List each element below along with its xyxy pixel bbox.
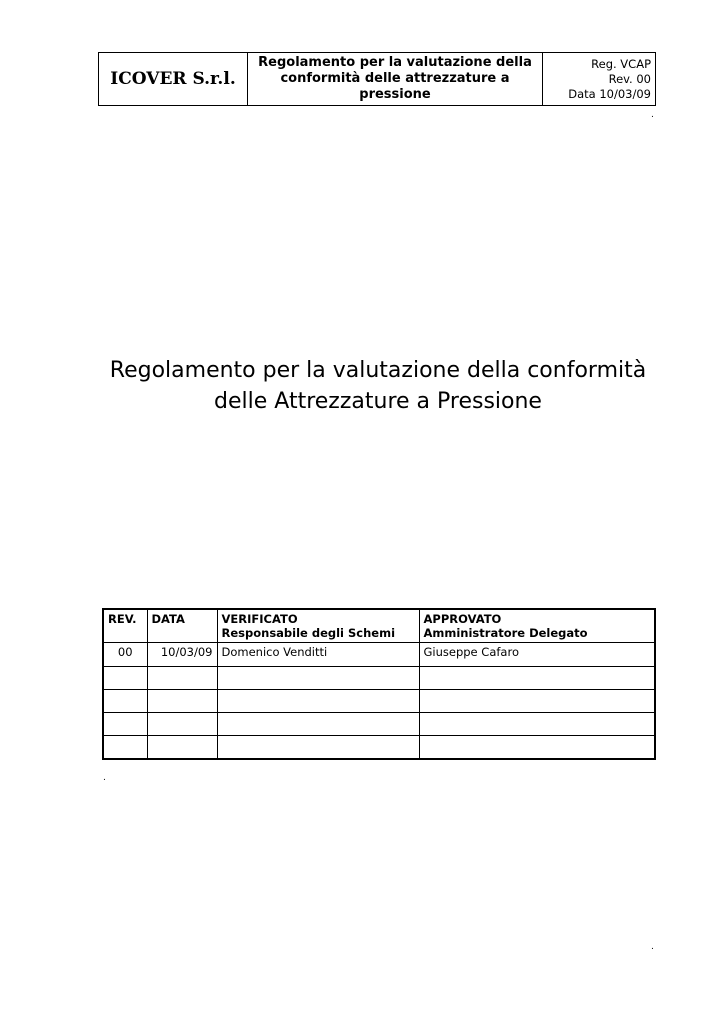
empty-cell <box>147 736 217 760</box>
document-date: Data 10/03/09 <box>568 86 651 101</box>
cell-approvato: Giuseppe Cafaro <box>419 643 655 667</box>
verificato-role: Responsabile degli Schemi <box>221 626 396 640</box>
table-row-empty <box>103 667 655 690</box>
empty-cell <box>217 736 419 760</box>
empty-cell <box>419 736 655 760</box>
verificato-label: VERIFICATO <box>221 612 298 626</box>
revision-table <box>102 608 656 760</box>
empty-cell <box>147 690 217 713</box>
empty-cell <box>103 736 147 760</box>
cell-verificato: Domenico Venditti <box>217 643 419 667</box>
table-row <box>103 643 655 667</box>
header-title <box>248 53 543 106</box>
empty-cell <box>217 690 419 713</box>
col-header-verificato <box>217 609 419 643</box>
approvato-label: APPROVATO <box>423 612 502 626</box>
document-header <box>98 52 656 106</box>
table-row-empty <box>103 713 655 736</box>
empty-cell <box>419 690 655 713</box>
empty-cell <box>103 667 147 690</box>
col-header-rev: REV. <box>103 609 147 643</box>
revision-table-header <box>103 609 655 643</box>
empty-cell <box>217 667 419 690</box>
empty-cell <box>103 713 147 736</box>
header-meta <box>543 53 656 106</box>
header-title-line-3: pressione <box>359 87 431 102</box>
empty-cell <box>419 713 655 736</box>
footer-dot: . <box>651 942 654 952</box>
empty-cell <box>217 713 419 736</box>
approvato-role: Amministratore Delegato <box>423 626 588 640</box>
empty-cell <box>147 667 217 690</box>
table-row-empty <box>103 736 655 760</box>
document-revision: Rev. 00 <box>608 71 651 86</box>
main-title-line-2: delle Attrezzature a Pressione <box>214 388 542 414</box>
company-name: ICOVER S.r.l. <box>99 53 248 106</box>
col-header-data: DATA <box>147 609 217 643</box>
table-row-empty <box>103 690 655 713</box>
main-title <box>60 355 696 417</box>
header-title-line-1: Regolamento per la valutazione della <box>258 55 532 70</box>
empty-cell <box>103 690 147 713</box>
document-code: Reg. VCAP <box>591 56 651 71</box>
cell-rev: 00 <box>103 643 147 667</box>
main-title-line-1: Regolamento per la valutazione della conformità <box>109 357 647 383</box>
cell-data: 10/03/09 <box>147 643 217 667</box>
empty-cell <box>419 667 655 690</box>
table-dot: . <box>103 773 106 783</box>
col-header-approvato <box>419 609 655 643</box>
empty-cell <box>147 713 217 736</box>
header-title-line-2: conformità delle attrezzature a <box>280 71 510 86</box>
header-dot: . <box>651 110 654 120</box>
